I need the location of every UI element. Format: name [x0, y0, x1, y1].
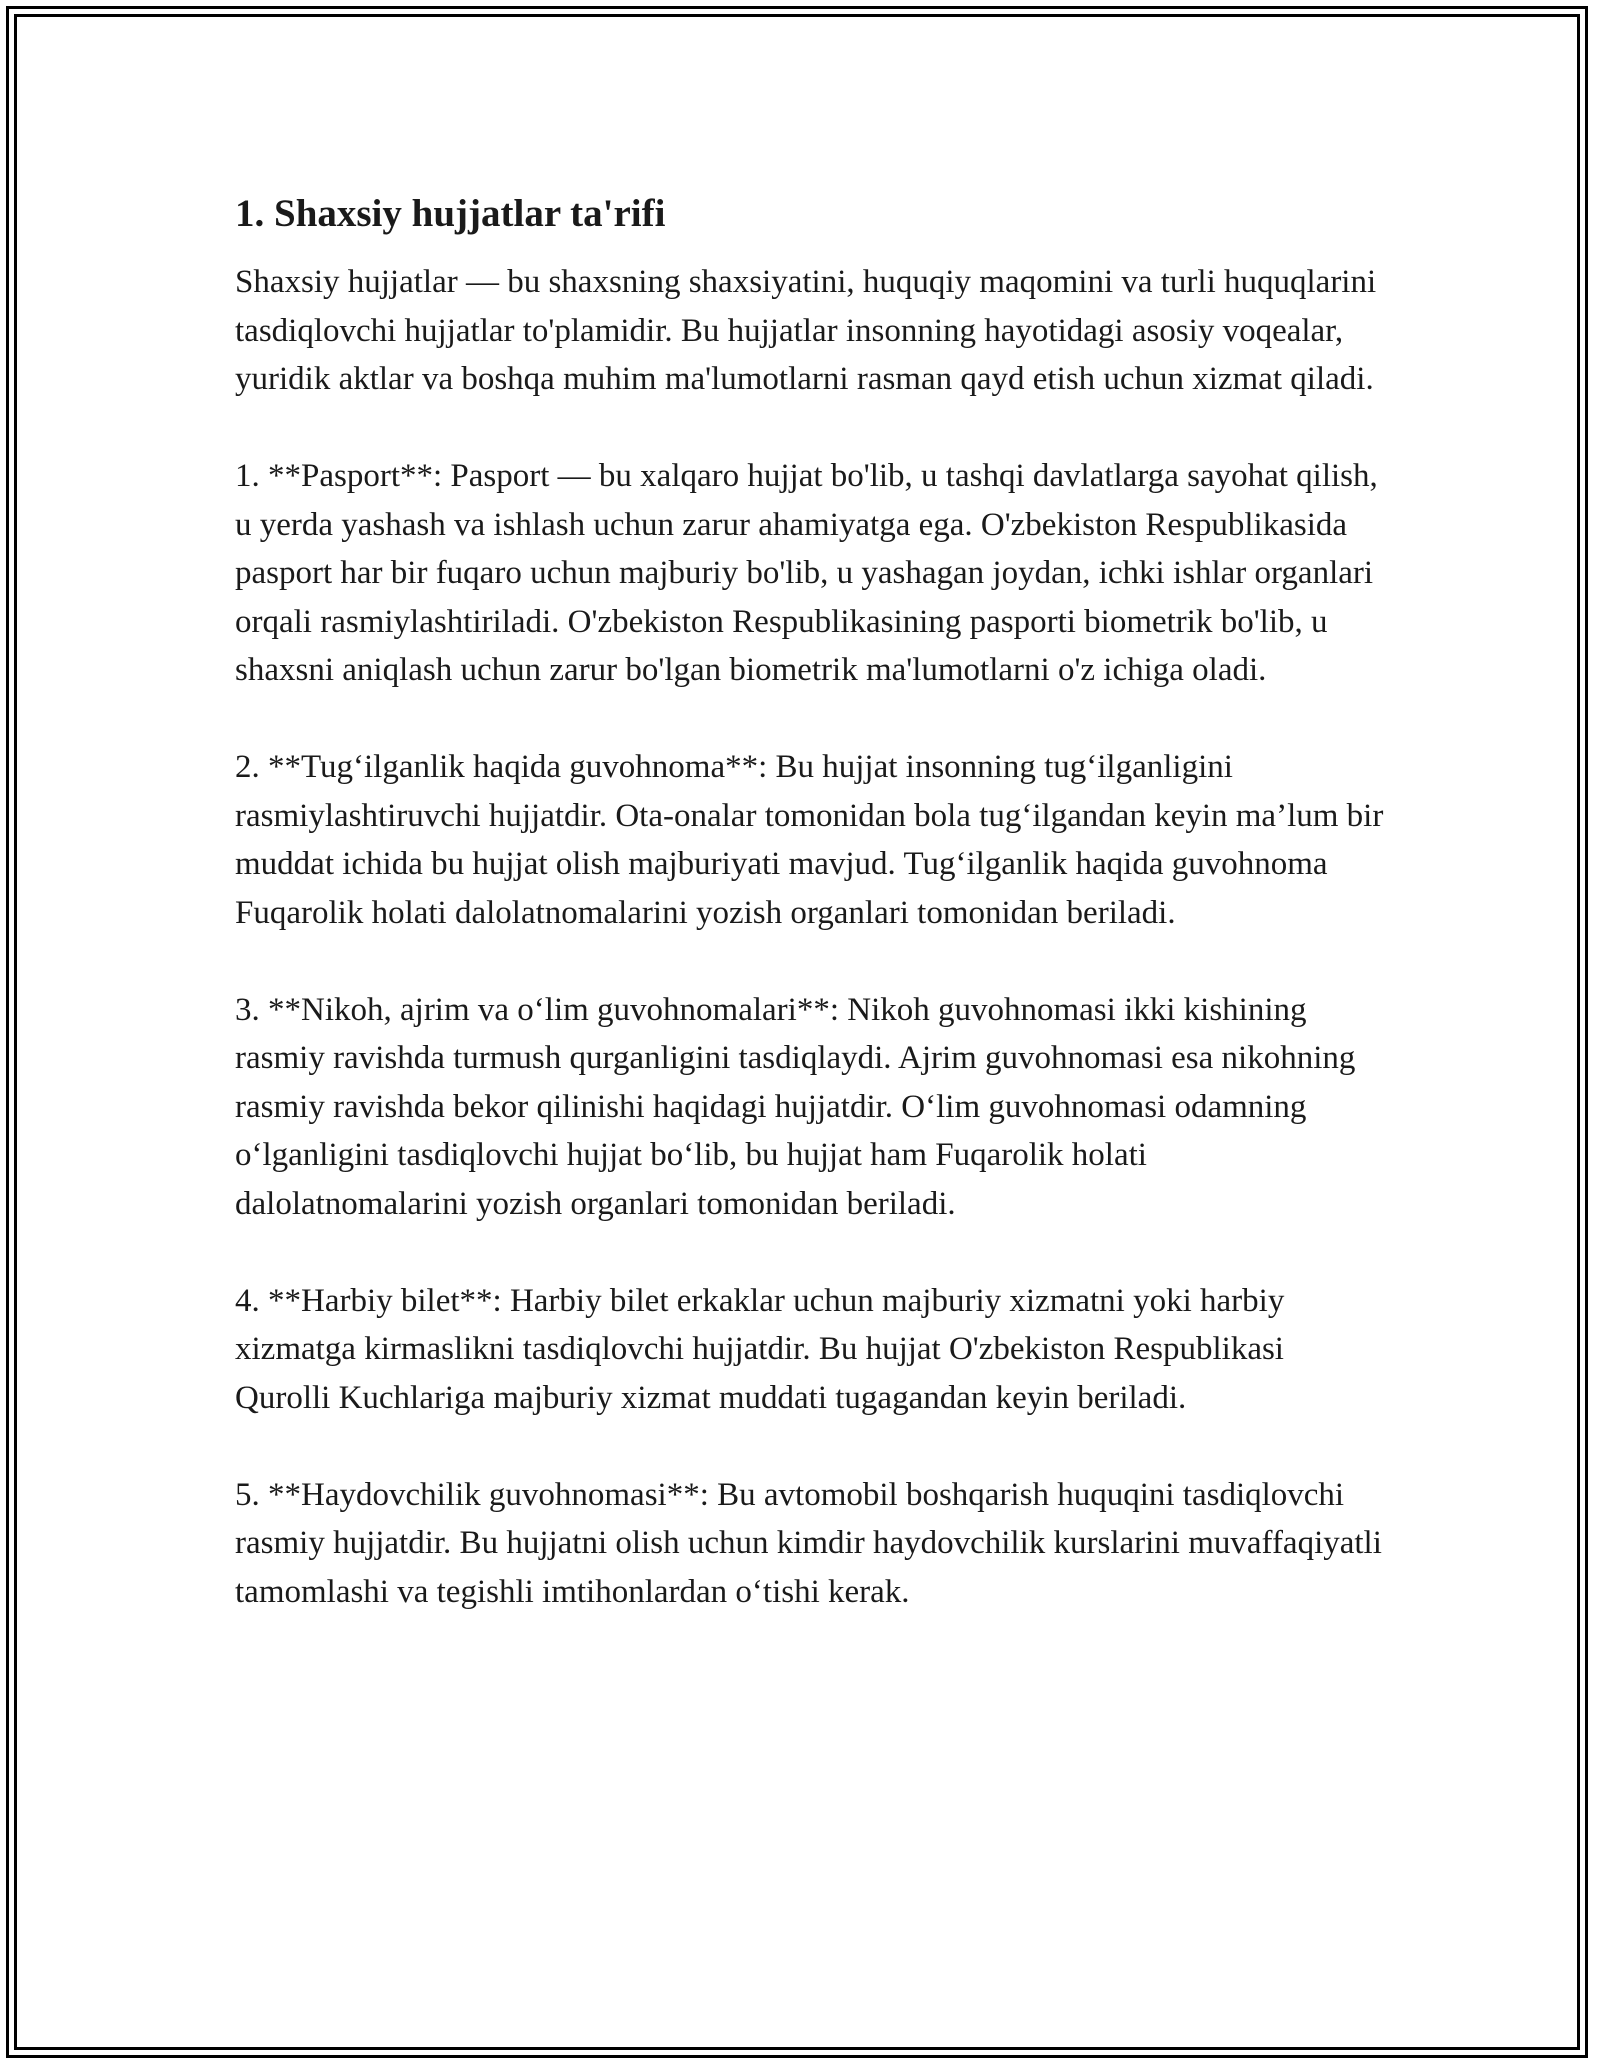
- marriage-divorce-death-paragraph: 3. **Nikoh, ajrim va o‘lim guvohnomalari**: Nikoh guvohnomasi ikki kishining rasmiy ravishda turmush qurganligini tasdiqlaydi. Ajrim guvohnomasi esa nikohning rasmiy ravishda bekor qilinishi haqidagi hujjatdir. O‘lim guvohnomasi odamning o‘lganligini tasdiqlovchi hujjat bo‘lib, bu hujjat ham Fuqarolik holati dalolatnomalarini yozish organlari tomonidan beriladi.: [235, 991, 1356, 1222]
- section-heading: 1. Shaxsiy hujjatlar ta'rifi: [235, 192, 666, 235]
- driver-license-paragraph: 5. **Haydovchilik guvohnomasi**: Bu avtomobil boshqarish huquqini tasdiqlovchi rasmiy hujjatdir. Bu hujjatni olish uchun kimdir haydovchilik kurslarini muvaffaqiyatli tamomlashi va tegishli imtihonlardan o‘tishi kerak.: [235, 1476, 1382, 1610]
- document-body: [235, 188, 1385, 1616]
- passport-paragraph: 1. **Pasport**: Pasport — bu xalqaro hujjat bo'lib, u tashqi davlatlarga sayohat qilish, u yerda yashash va ishlash uchun zarur ahamiyatga ega. O'zbekiston Respublikasida pasport har bir fuqaro uchun majburiy bo'lib, u yashagan joydan, ichki ishlar organlari orqali rasmiylashtiriladi. O'zbekiston Respublikasining pasporti biometrik bo'lib, u shaxsni aniqlash uchun zarur bo'lgan biometrik ma'lumotlarni o'z ichiga oladi.: [235, 458, 1378, 688]
- intro-paragraph: Shaxsiy hujjatlar — bu shaxsning shaxsiyatini, huquqiy maqomini va turli huquqlarini tasdiqlovchi hujjatlar to'plamidir. Bu hujjatlar insonning hayotidagi asosiy voqealar, yuridik aktlar va boshqa muhim ma'lumotlarni rasman qayd etish uchun xizmat qiladi.: [235, 264, 1377, 397]
- military-id-paragraph: 4. **Harbiy bilet**: Harbiy bilet erkaklar uchun majburiy xizmatni yoki harbiy xizmatga kirmaslikni tasdiqlovchi hujjatdir. Bu hujjat O'zbekiston Respublikasi Qurolli Kuchlariga majburiy xizmat muddati tugagandan keyin beriladi.: [235, 1282, 1285, 1416]
- birth-certificate-paragraph: 2. **Tug‘ilganlik haqida guvohnoma**: Bu hujjat insonning tug‘ilganligini rasmiylashtiruvchi hujjatdir. Ota-onalar tomonidan bola tug‘ilgandan keyin ma’lum bir muddat ichida bu hujjat olish majburiyati mavjud. Tug‘ilganlik haqida guvohnoma Fuqarolik holati dalolatnomalarini yozish organlari tomonidan beriladi.: [235, 749, 1384, 931]
